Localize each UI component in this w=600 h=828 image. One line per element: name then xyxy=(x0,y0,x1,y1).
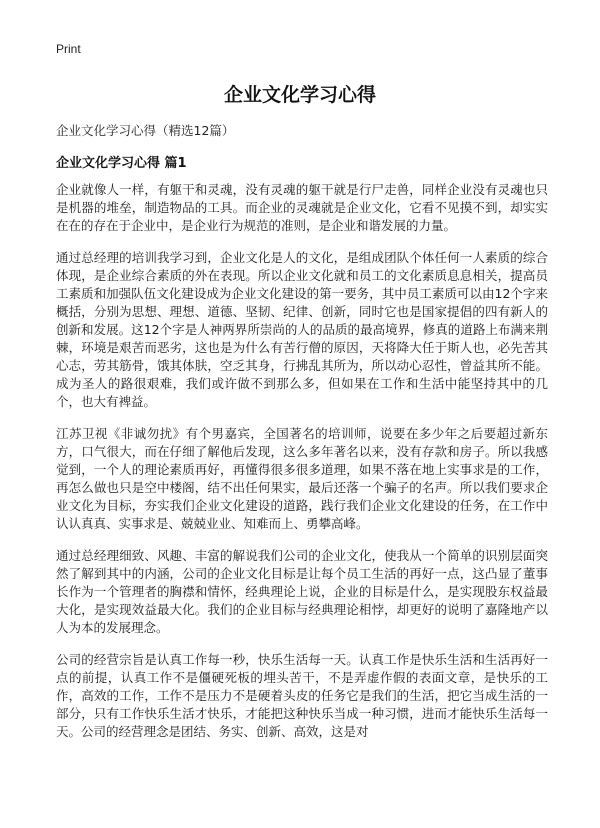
article-body xyxy=(56,181,548,755)
paragraph-4: 通过总经理细致、风趣、丰富的解说我们公司的企业文化，使我从一个简单的识别层面突然了解到其中的内涵，公司的企业文化目标是让每个员工生活的再好一点，这凸显了董事长作为一个管理者的胸襟和情怀，经典理论上说，企业的目标是什么，是实现股东权益最大化，是实现效益最大化。我们的企业目标与经典理论相悖，却更好的说明了嘉隆地产以人为本的发展理念。 xyxy=(56,548,548,635)
paragraph-1: 企业就像人一样，有躯干和灵魂，没有灵魂的躯干就是行尸走兽，同样企业没有灵魂也只是机器的堆垒，制造物品的工具。而企业的灵魂就是企业文化，它看不见摸不到，却实实在在的存在于企业中，是企业行为规范的准则，是企业和谐发展的力量。 xyxy=(56,182,548,233)
section-heading: 企业文化学习心得 篇1 xyxy=(56,156,187,171)
print-label: Print xyxy=(56,42,81,56)
document-subtitle: 企业文化学习心得（精选12篇） xyxy=(56,123,235,138)
paragraph-5: 公司的经营宗旨是认真工作每一秒，快乐生活每一天。认真工作是快乐生活和生活再好一点的前提，认真工作不是僵硬死板的埋头苦干，不是弄虚作假的表面文章，是快乐的工作，高效的工作，工作不是压力不是硬着头皮的任务它是我们的生活，把它当成生活的一部分，只有工作快乐生活才快乐，才能把这种快乐当成一种习惯，进而才能快乐生活每一天。公司的经营理念是团结、务实、创新、高效，这是对 xyxy=(56,652,548,739)
document-title: 企业文化学习心得 xyxy=(223,84,376,106)
paragraph-2: 通过总经理的培训我学习到，企业文化是人的文化，是组成团队个体任何一人素质的综合体现，是企业综合素质的外在表现。所以企业文化就和员工的文化素质息息相关，提高员工素质和加强队伍文化建设成为企业文化建设的第一要务，其中员工素质可以由12个字来概括，分别为思想、理想、道德、坚韧、纪律、创新，同时它也是国家提倡的四有新人的创新和发展。这12个字是人神两界所崇尚的人的品质的最高境界，修真的道路上布满来荆棘，环境是艰苦而恶劣，这也是为什么有苦行僧的原因，天将降大任于斯人也，必先苦其心志，劳其筋骨，饿其体肤，空乏其身，行拂乱其所为，所以动心忍性，曾益其所不能。成为圣人的路很艰难，我们或许做不到那么多，但如果在工作和生活中能坚持其中的几个，也大有裨益。 xyxy=(56,250,548,409)
paragraph-3: 江苏卫视《非诚勿扰》有个男嘉宾，全国著名的培训师，说要在多少年之后要超过新东方，口气很大，而在仔细了解他后发现，这么多年著名以来，没有存款和房子。所以我感觉到，一个人的理论素质再好，再懂得很多很多道理，如果不落在地上实事求是的工作，再怎么做也只是空中楼阁，结不出任何果实，最后还落一个骗子的名声。所以我们要求企业文化为目标，夯实我们企业文化建设的道路，践行我们企业文化建设的任务，在工作中认认真真、实事求是、兢兢业业、知难而上、勇攀高峰。 xyxy=(56,426,548,531)
